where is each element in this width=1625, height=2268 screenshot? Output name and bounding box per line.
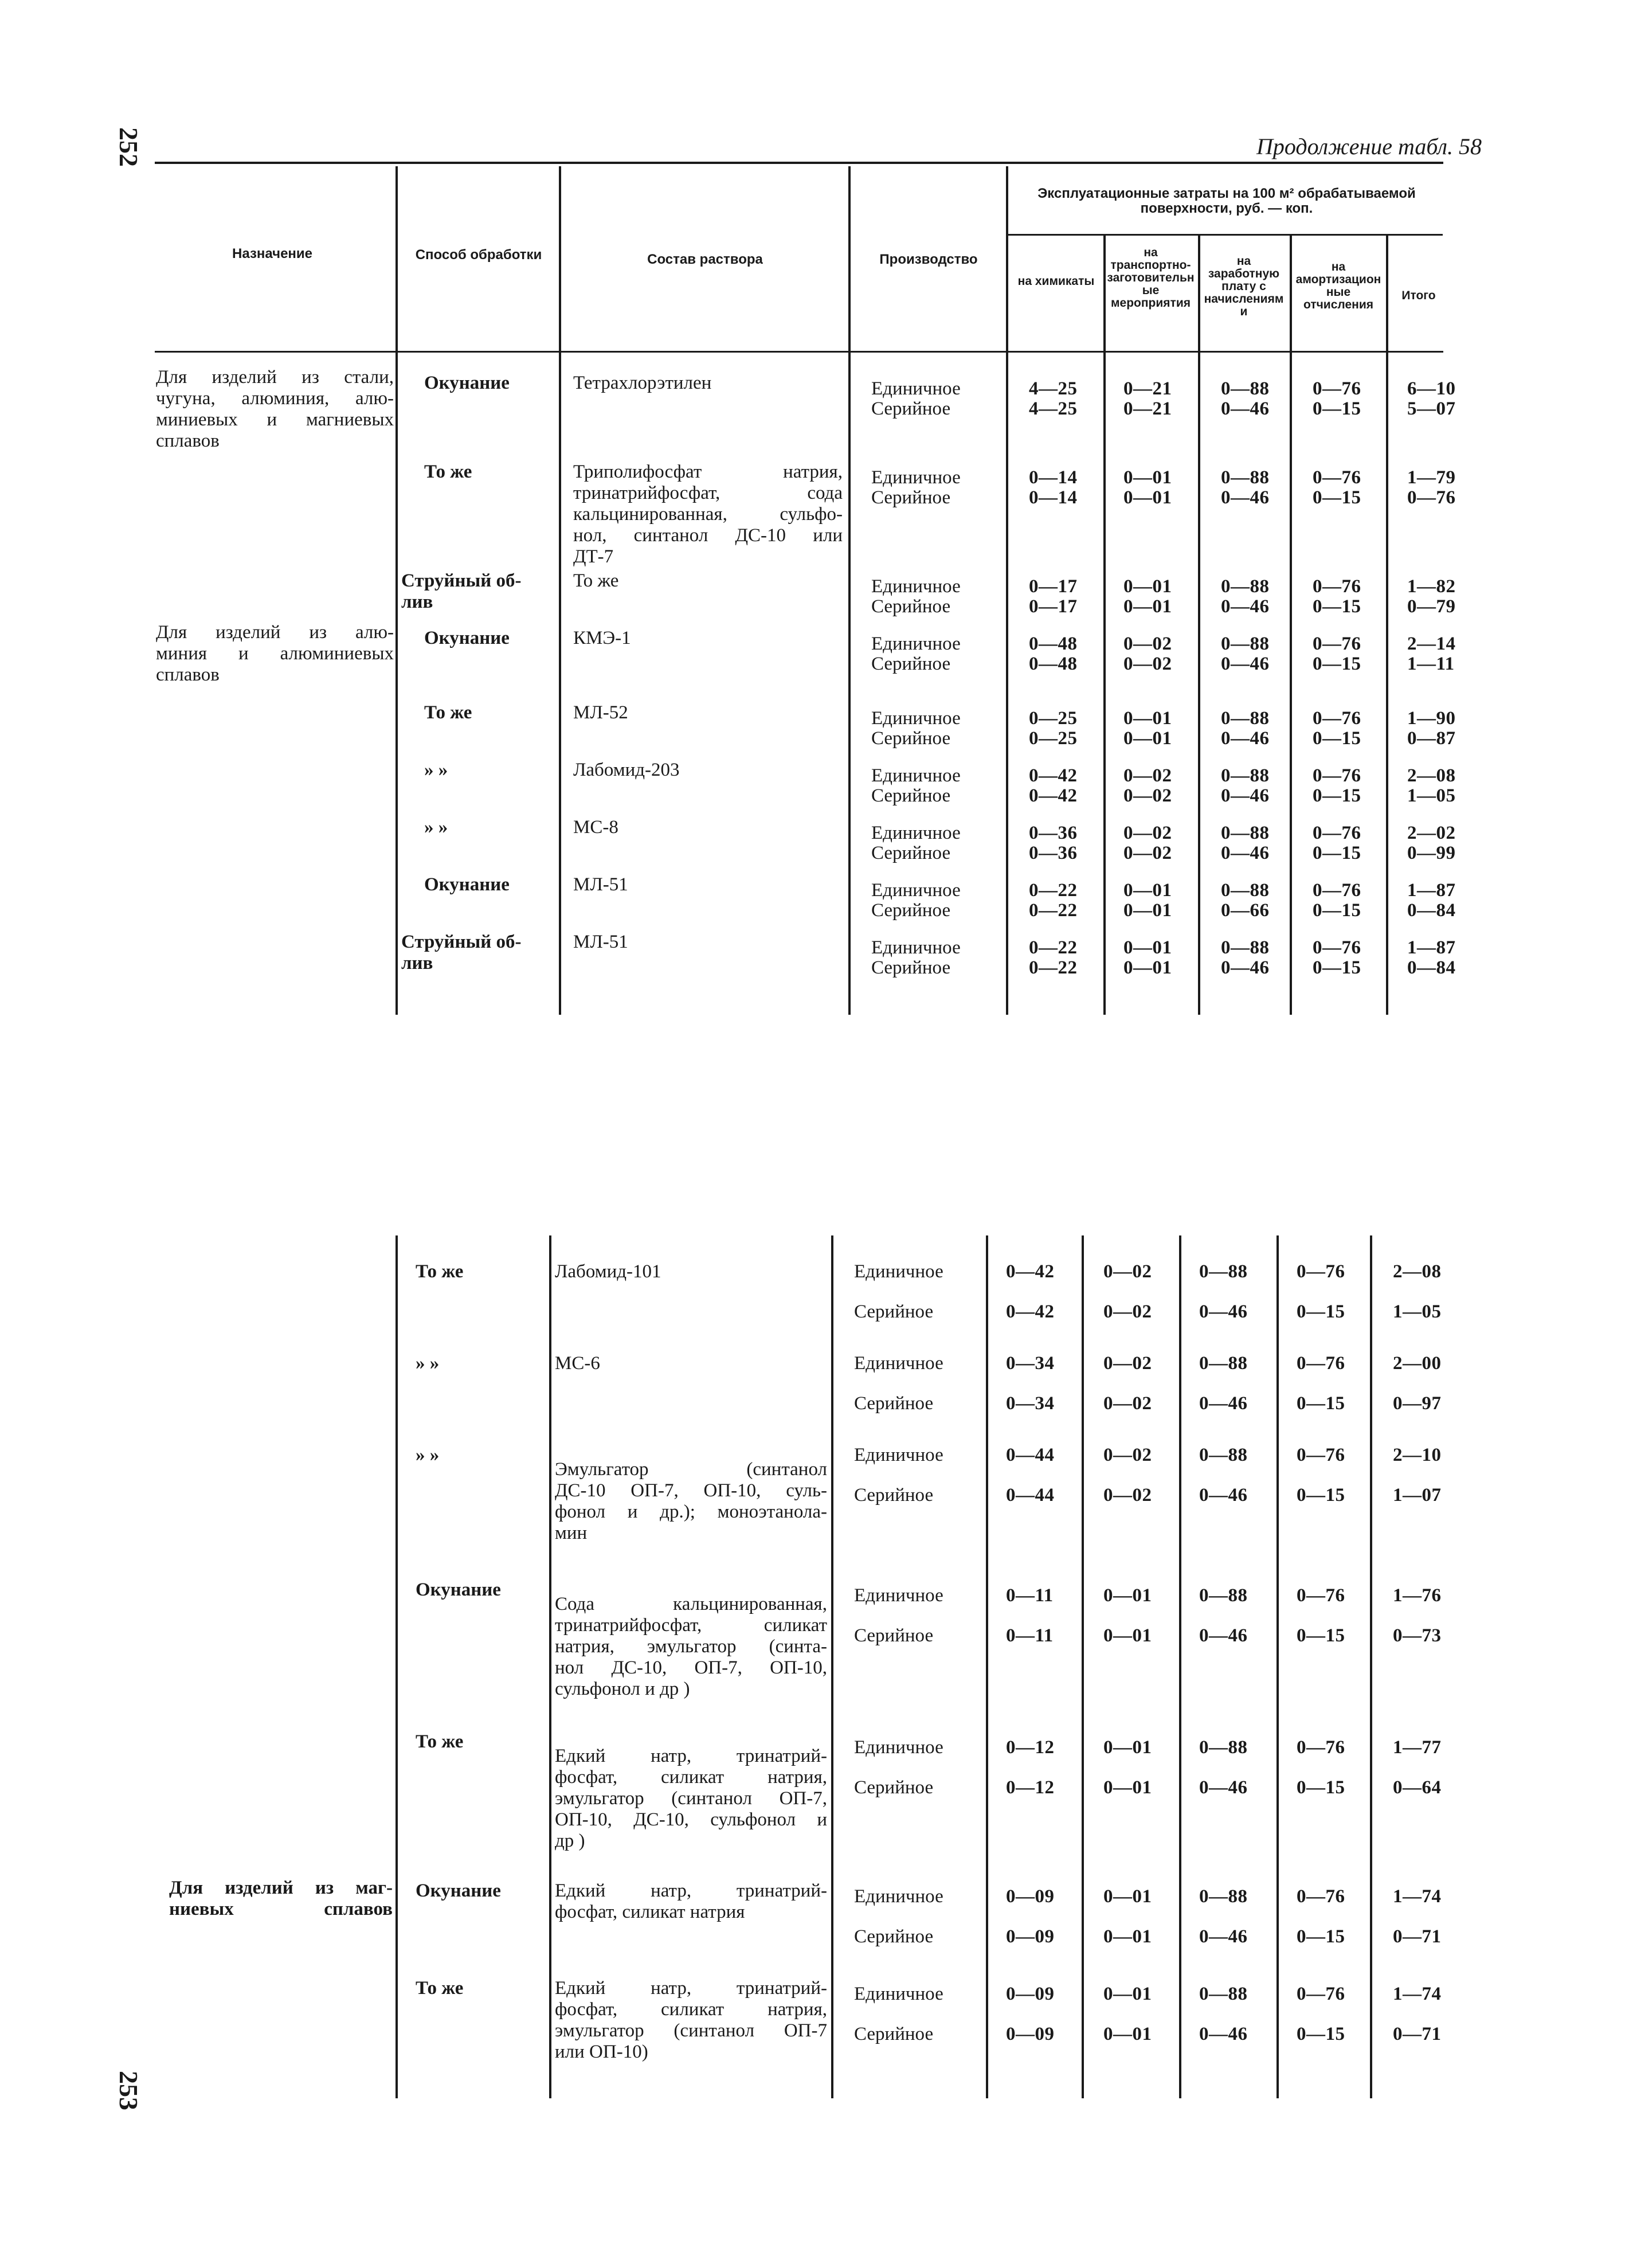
production-single: Единичное — [854, 1886, 943, 1907]
production-serial: Серийное — [871, 487, 951, 508]
text-line: Для изделий из алю- — [156, 622, 394, 643]
value-serial: 0—15 — [1313, 654, 1361, 674]
value-serial: 0—02 — [1123, 654, 1172, 674]
text-line: тринатрийфосфат, сода — [573, 483, 843, 503]
method-cell: » » — [416, 1445, 440, 1465]
value-single: 0—12 — [1006, 1737, 1055, 1758]
value-single: 1—76 — [1393, 1585, 1442, 1606]
value-serial: 0—46 — [1199, 1393, 1248, 1414]
text-line: натрия, эмульгатор (синта- — [555, 1636, 827, 1657]
value-single: 0—21 — [1123, 378, 1172, 399]
composition-cell — [555, 1353, 827, 1374]
production-single: Единичное — [871, 880, 961, 901]
value-single: 0—01 — [1123, 576, 1172, 597]
method-cell: » » — [424, 817, 448, 838]
value-serial: 0—48 — [1029, 654, 1078, 674]
value-serial: 0—02 — [1103, 1301, 1152, 1322]
production-single: Единичное — [854, 1585, 943, 1606]
value-single: 0—88 — [1221, 708, 1270, 729]
value-serial: 0—46 — [1199, 2024, 1248, 2044]
method-cell: То же — [416, 1261, 464, 1282]
lower-column-rule — [396, 1235, 398, 2098]
value-single: 0—88 — [1199, 1886, 1248, 1907]
header-production: Производство — [879, 252, 978, 267]
value-serial: 0—21 — [1123, 398, 1172, 419]
text-line: эмульгатор (синтанол ОП-7, — [555, 1788, 827, 1809]
text-line: Лабомид-101 — [555, 1261, 661, 1282]
method-cell: То же — [416, 1978, 464, 1999]
value-single: 0—88 — [1199, 1353, 1248, 1374]
composition-cell — [573, 628, 843, 649]
method-cell: Окунание — [416, 1880, 501, 1901]
production-single: Единичное — [854, 1445, 943, 1465]
production-serial: Серийное — [871, 957, 951, 978]
value-serial: 0—42 — [1029, 785, 1078, 806]
value-single: 0—02 — [1103, 1261, 1152, 1282]
method-cell: Окунание — [416, 1579, 501, 1600]
value-serial: 4—25 — [1029, 398, 1078, 419]
lower-column-rule — [831, 1235, 833, 2098]
value-serial: 0—15 — [1313, 900, 1361, 921]
value-single: 0—22 — [1029, 880, 1078, 901]
composition-cell — [573, 760, 843, 781]
value-single: 2—00 — [1393, 1353, 1442, 1374]
production-single: Единичное — [871, 937, 961, 958]
value-single: 0—88 — [1199, 1984, 1248, 2004]
page-number-bottom: 253 — [114, 2071, 143, 2110]
value-single: 0—88 — [1221, 880, 1270, 901]
value-serial: 0—12 — [1006, 1777, 1055, 1798]
value-single: 1—77 — [1393, 1737, 1442, 1758]
value-single: 0—88 — [1221, 378, 1270, 399]
value-single: 0—76 — [1297, 1984, 1345, 2004]
value-single: 0—76 — [1297, 1886, 1345, 1907]
value-serial: 0—02 — [1103, 1393, 1152, 1414]
value-single: 2—02 — [1407, 823, 1456, 843]
lower-column-rule — [1082, 1235, 1084, 2098]
value-single: 0—02 — [1123, 634, 1172, 654]
value-single: 0—02 — [1123, 765, 1172, 786]
value-serial: 0—01 — [1123, 728, 1172, 749]
text-line: чугуна, алюминия, алю- — [156, 388, 394, 409]
production-serial: Серийное — [871, 843, 951, 863]
production-serial: Серийное — [871, 596, 951, 617]
value-single: 2—14 — [1407, 634, 1456, 654]
value-serial: 0—71 — [1393, 2024, 1442, 2044]
production-single: Единичное — [871, 378, 961, 399]
production-serial: Серийное — [871, 654, 951, 674]
value-serial: 0—84 — [1407, 957, 1456, 978]
value-serial: 0—44 — [1006, 1485, 1055, 1506]
value-single: 2—08 — [1407, 765, 1456, 786]
text-line: МС-6 — [555, 1353, 600, 1374]
value-serial: 0—66 — [1221, 900, 1270, 921]
lower-column-rule — [549, 1235, 551, 2098]
method-cell: То же — [424, 702, 472, 723]
table-caption: Продолжение табл. 58 — [1256, 134, 1482, 159]
value-single: 0—88 — [1221, 467, 1270, 488]
value-serial: 0—02 — [1123, 843, 1172, 863]
value-single: 0—76 — [1313, 467, 1361, 488]
value-single: 1—74 — [1393, 1984, 1442, 2004]
value-single: 0—11 — [1006, 1585, 1054, 1606]
value-serial: 0—01 — [1123, 487, 1172, 508]
value-single: 0—01 — [1123, 880, 1172, 901]
text-line: Для изделий из маг- — [169, 1878, 393, 1898]
value-serial: 0—87 — [1407, 728, 1456, 749]
composition-cell — [555, 1746, 827, 1852]
value-single: 2—08 — [1393, 1261, 1442, 1282]
value-serial: 0—25 — [1029, 728, 1078, 749]
method-cell: » » — [424, 760, 448, 780]
value-serial: 0—42 — [1006, 1301, 1055, 1322]
text-line: ниевых сплавов — [169, 1899, 393, 1919]
text-line: Тетрахлорэтилен — [573, 373, 712, 393]
value-serial: 0—02 — [1103, 1485, 1152, 1506]
column-rule — [848, 166, 851, 1015]
value-serial: 0—09 — [1006, 1926, 1055, 1947]
value-single: 0—44 — [1006, 1445, 1055, 1465]
text-line: ДС-10 ОП-7, ОП-10, суль- — [555, 1480, 827, 1501]
value-serial: 0—46 — [1199, 1485, 1248, 1506]
production-single: Единичное — [854, 1261, 943, 1282]
value-serial: 0—46 — [1199, 1926, 1248, 1947]
text-line: То же — [573, 570, 619, 591]
text-line: Сода кальцинированная, — [555, 1594, 827, 1614]
text-line: сплавов — [156, 431, 220, 451]
value-serial: 0—15 — [1313, 785, 1361, 806]
value-single: 0—17 — [1029, 576, 1078, 597]
value-single: 0—01 — [1103, 1984, 1152, 2004]
text-line: кальцинированная, сульфо- — [573, 504, 843, 525]
value-serial: 0—99 — [1407, 843, 1456, 863]
text-line: МЛ-51 — [573, 932, 628, 952]
table-top-rule — [155, 162, 1443, 164]
value-single: 0—25 — [1029, 708, 1078, 729]
value-single: 0—76 — [1297, 1585, 1345, 1606]
value-serial: 0—46 — [1221, 843, 1270, 863]
value-single: 0—76 — [1313, 576, 1361, 597]
value-serial: 0—79 — [1407, 596, 1456, 617]
header-cost-col-4: на амортизационные отчисления — [1295, 260, 1381, 311]
production-serial: Серийное — [854, 1926, 934, 1947]
method-cell: Струйный об- лив — [401, 932, 522, 973]
value-serial: 0—22 — [1029, 957, 1078, 978]
lower-purpose-cell — [169, 1878, 393, 1920]
value-single: 0—88 — [1199, 1585, 1248, 1606]
value-serial: 0—15 — [1297, 1625, 1345, 1646]
value-serial: 0—46 — [1199, 1625, 1248, 1646]
production-serial: Серийное — [854, 2024, 934, 2044]
text-line: Для изделий из стали, — [156, 367, 394, 388]
value-single: 0—34 — [1006, 1353, 1055, 1374]
value-serial: 0—09 — [1006, 2024, 1055, 2044]
text-line: сплавов — [156, 664, 220, 685]
value-serial: 0—46 — [1221, 728, 1270, 749]
value-serial: 0—46 — [1221, 398, 1270, 419]
header-cost-col-2: на транспортно-заготовительные мероприятия — [1107, 246, 1195, 310]
header-cost-col-3: на заработную плату с начислениями — [1204, 255, 1284, 318]
text-line: миния и алюминиевых — [156, 643, 394, 664]
composition-cell — [555, 1978, 827, 2063]
value-single: 1—82 — [1407, 576, 1456, 597]
value-serial: 0—36 — [1029, 843, 1078, 863]
value-single: 0—88 — [1221, 823, 1270, 843]
value-serial: 0—46 — [1221, 957, 1270, 978]
method-cell: То же — [416, 1731, 464, 1752]
text-line: тринатрийфосфат, силикат — [555, 1615, 827, 1636]
production-serial: Серийное — [854, 1301, 934, 1322]
production-single: Единичное — [871, 634, 961, 654]
value-single: 0—88 — [1199, 1261, 1248, 1282]
value-single: 0—76 — [1313, 708, 1361, 729]
composition-cell — [573, 373, 843, 394]
value-serial: 1—11 — [1407, 654, 1455, 674]
header-cost-col-5: Итого — [1401, 289, 1436, 302]
text-line: ОП-10, ДС-10, сульфонол и — [555, 1809, 827, 1830]
production-serial: Серийное — [871, 398, 951, 419]
value-single: 0—01 — [1123, 467, 1172, 488]
value-single: 0—76 — [1297, 1261, 1345, 1282]
value-single: 0—36 — [1029, 823, 1078, 843]
value-single: 0—02 — [1123, 823, 1172, 843]
lower-column-rule — [1179, 1235, 1181, 2098]
method-cell: Окунание — [424, 628, 510, 648]
lower-column-rule — [1276, 1235, 1279, 2098]
composition-cell — [573, 932, 843, 953]
value-serial: 0—15 — [1297, 1926, 1345, 1947]
value-serial: 0—46 — [1221, 487, 1270, 508]
composition-cell — [573, 702, 843, 724]
value-single: 1—90 — [1407, 708, 1456, 729]
value-single: 0—02 — [1103, 1353, 1152, 1374]
value-single: 0—01 — [1123, 708, 1172, 729]
page-number-top: 252 — [114, 127, 143, 167]
composition-cell — [573, 462, 843, 568]
value-single: 1—79 — [1407, 467, 1456, 488]
column-rule — [1006, 166, 1008, 1015]
composition-cell — [555, 1459, 827, 1544]
value-serial: 0—46 — [1199, 1301, 1248, 1322]
value-serial: 0—46 — [1221, 785, 1270, 806]
value-single: 0—88 — [1221, 937, 1270, 958]
production-serial: Серийное — [854, 1625, 934, 1646]
method-cell: Окунание — [424, 373, 510, 393]
composition-cell — [573, 817, 843, 838]
value-serial: 0—15 — [1313, 487, 1361, 508]
production-single: Единичное — [854, 1353, 943, 1374]
text-line: МС-8 — [573, 817, 618, 838]
text-line: Триполифосфат натрия, — [573, 462, 843, 482]
text-line: сульфонол и др ) — [555, 1679, 690, 1699]
value-serial: 0—22 — [1029, 900, 1078, 921]
value-single: 0—01 — [1103, 1737, 1152, 1758]
production-serial: Серийное — [871, 900, 951, 921]
value-single: 0—76 — [1313, 937, 1361, 958]
value-single: 1—87 — [1407, 880, 1456, 901]
value-serial: 0—02 — [1123, 785, 1172, 806]
value-single: 0—09 — [1006, 1886, 1055, 1907]
value-single: 0—88 — [1199, 1737, 1248, 1758]
header-method: Способ обработки — [415, 247, 542, 263]
composition-cell — [555, 1880, 827, 1923]
production-single: Единичное — [871, 467, 961, 488]
column-rule — [396, 166, 398, 1015]
method-cell: Струйный об- лив — [401, 570, 522, 612]
value-serial: 0—01 — [1103, 1625, 1152, 1646]
method-cell: » » — [416, 1353, 440, 1374]
header-bottom-rule — [155, 351, 1443, 353]
production-serial: Серийное — [854, 1485, 934, 1506]
value-single: 0—01 — [1103, 1886, 1152, 1907]
value-single: 1—87 — [1407, 937, 1456, 958]
text-line: КМЭ-1 — [573, 628, 631, 648]
text-line: Эмульгатор (синтанол — [555, 1459, 827, 1480]
value-serial: 1—05 — [1393, 1301, 1442, 1322]
value-single: 0—76 — [1313, 880, 1361, 901]
value-serial: 0—46 — [1221, 654, 1270, 674]
value-serial: 0—15 — [1313, 398, 1361, 419]
text-line: мин — [555, 1523, 588, 1543]
value-single: 0—88 — [1199, 1445, 1248, 1465]
purpose-cell — [156, 622, 394, 686]
method-cell: То же — [424, 462, 472, 482]
purpose-cell — [156, 367, 394, 452]
value-serial: 0—17 — [1029, 596, 1078, 617]
value-single: 0—76 — [1313, 378, 1361, 399]
text-line: нол ДС-10, ОП-7, ОП-10, — [555, 1657, 827, 1678]
value-serial: 0—15 — [1297, 1393, 1345, 1414]
text-line: эмульгатор (синтанол ОП-7 — [555, 2020, 827, 2041]
value-single: 0—02 — [1103, 1445, 1152, 1465]
text-line: фосфат, силикат натрия, — [555, 1999, 827, 2020]
value-single: 0—76 — [1297, 1353, 1345, 1374]
text-line: миниевых и магниевых — [156, 409, 394, 430]
value-serial: 0—01 — [1103, 2024, 1152, 2044]
value-serial: 0—97 — [1393, 1393, 1442, 1414]
text-line: ДТ-7 — [573, 546, 614, 567]
value-single: 0—76 — [1313, 634, 1361, 654]
value-serial: 0—15 — [1297, 1777, 1345, 1798]
production-single: Единичное — [854, 1984, 943, 2004]
value-serial: 0—15 — [1313, 728, 1361, 749]
value-single: 0—01 — [1103, 1585, 1152, 1606]
value-single: 1—74 — [1393, 1886, 1442, 1907]
header-cost-col-1: на химикаты — [1017, 275, 1095, 288]
value-serial: 0—01 — [1103, 1777, 1152, 1798]
value-serial: 0—64 — [1393, 1777, 1442, 1798]
text-line: Лабомид-203 — [573, 760, 680, 780]
value-single: 0—48 — [1029, 634, 1078, 654]
value-serial: 0—15 — [1313, 596, 1361, 617]
value-single: 0—88 — [1221, 576, 1270, 597]
value-serial: 0—34 — [1006, 1393, 1055, 1414]
text-line: фонол и др.); моноэтанола- — [555, 1501, 827, 1522]
production-single: Единичное — [871, 708, 961, 729]
value-serial: 1—07 — [1393, 1485, 1442, 1506]
production-single: Единичное — [871, 765, 961, 786]
text-line: нол, синтанол ДС-10 или — [573, 525, 843, 546]
value-serial: 0—15 — [1313, 957, 1361, 978]
value-serial: 0—46 — [1199, 1777, 1248, 1798]
text-line: Едкий натр, тринатрий- — [555, 1978, 827, 1999]
value-serial: 5—07 — [1407, 398, 1456, 419]
composition-cell — [555, 1261, 827, 1282]
production-serial: Серийное — [854, 1777, 934, 1798]
composition-cell — [573, 874, 843, 896]
value-single: 4—25 — [1029, 378, 1078, 399]
text-line: фосфат, силикат натрия — [555, 1902, 745, 1922]
value-single: 0—76 — [1297, 1445, 1345, 1465]
value-serial: 0—71 — [1393, 1926, 1442, 1947]
production-single: Единичное — [854, 1737, 943, 1758]
text-line: Едкий натр, тринатрий- — [555, 1880, 827, 1901]
value-serial: 1—05 — [1407, 785, 1456, 806]
value-serial: 0—15 — [1313, 843, 1361, 863]
text-line: МЛ-52 — [573, 702, 628, 723]
value-serial: 0—01 — [1103, 1926, 1152, 1947]
text-line: др ) — [555, 1831, 585, 1851]
production-single: Единичное — [871, 576, 961, 597]
header-purpose: Назначение — [232, 246, 313, 261]
value-single: 0—22 — [1029, 937, 1078, 958]
header-costs-group: Эксплуатационные затраты на 100 м² обрабатываемой поверхности, руб. — коп. — [1037, 186, 1416, 216]
value-serial: 0—01 — [1123, 900, 1172, 921]
method-cell: Окунание — [424, 874, 510, 895]
value-serial: 0—15 — [1297, 2024, 1345, 2044]
lower-column-rule — [1370, 1235, 1372, 2098]
value-single: 6—10 — [1407, 378, 1456, 399]
production-serial: Серийное — [854, 1393, 934, 1414]
lower-column-rule — [986, 1235, 988, 2098]
value-single: 0—42 — [1029, 765, 1078, 786]
production-single: Единичное — [871, 823, 961, 843]
value-serial: 0—14 — [1029, 487, 1078, 508]
value-serial: 0—73 — [1393, 1625, 1442, 1646]
value-serial: 0—84 — [1407, 900, 1456, 921]
value-serial: 0—46 — [1221, 596, 1270, 617]
value-single: 0—01 — [1123, 937, 1172, 958]
value-serial: 0—15 — [1297, 1485, 1345, 1506]
value-single: 0—42 — [1006, 1261, 1055, 1282]
value-serial: 0—01 — [1123, 957, 1172, 978]
value-single: 0—88 — [1221, 765, 1270, 786]
value-single: 0—14 — [1029, 467, 1078, 488]
value-single: 2—10 — [1393, 1445, 1442, 1465]
production-serial: Серийное — [871, 728, 951, 749]
value-single: 0—76 — [1313, 823, 1361, 843]
value-serial: 0—11 — [1006, 1625, 1054, 1646]
text-line: или ОП-10) — [555, 2042, 648, 2062]
production-serial: Серийное — [871, 785, 951, 806]
value-single: 0—76 — [1297, 1737, 1345, 1758]
value-serial: 0—01 — [1123, 596, 1172, 617]
value-serial: 0—15 — [1297, 1301, 1345, 1322]
header-composition: Состав раствора — [647, 252, 763, 267]
value-single: 0—88 — [1221, 634, 1270, 654]
value-serial: 0—76 — [1407, 487, 1456, 508]
text-line: МЛ-51 — [573, 874, 628, 895]
header-rule — [1007, 234, 1443, 236]
composition-cell — [573, 570, 843, 592]
text-line: Едкий натр, тринатрий- — [555, 1746, 827, 1766]
value-single: 0—09 — [1006, 1984, 1055, 2004]
text-line: фосфат, силикат натрия, — [555, 1767, 827, 1788]
value-single: 0—76 — [1313, 765, 1361, 786]
composition-cell — [555, 1594, 827, 1700]
